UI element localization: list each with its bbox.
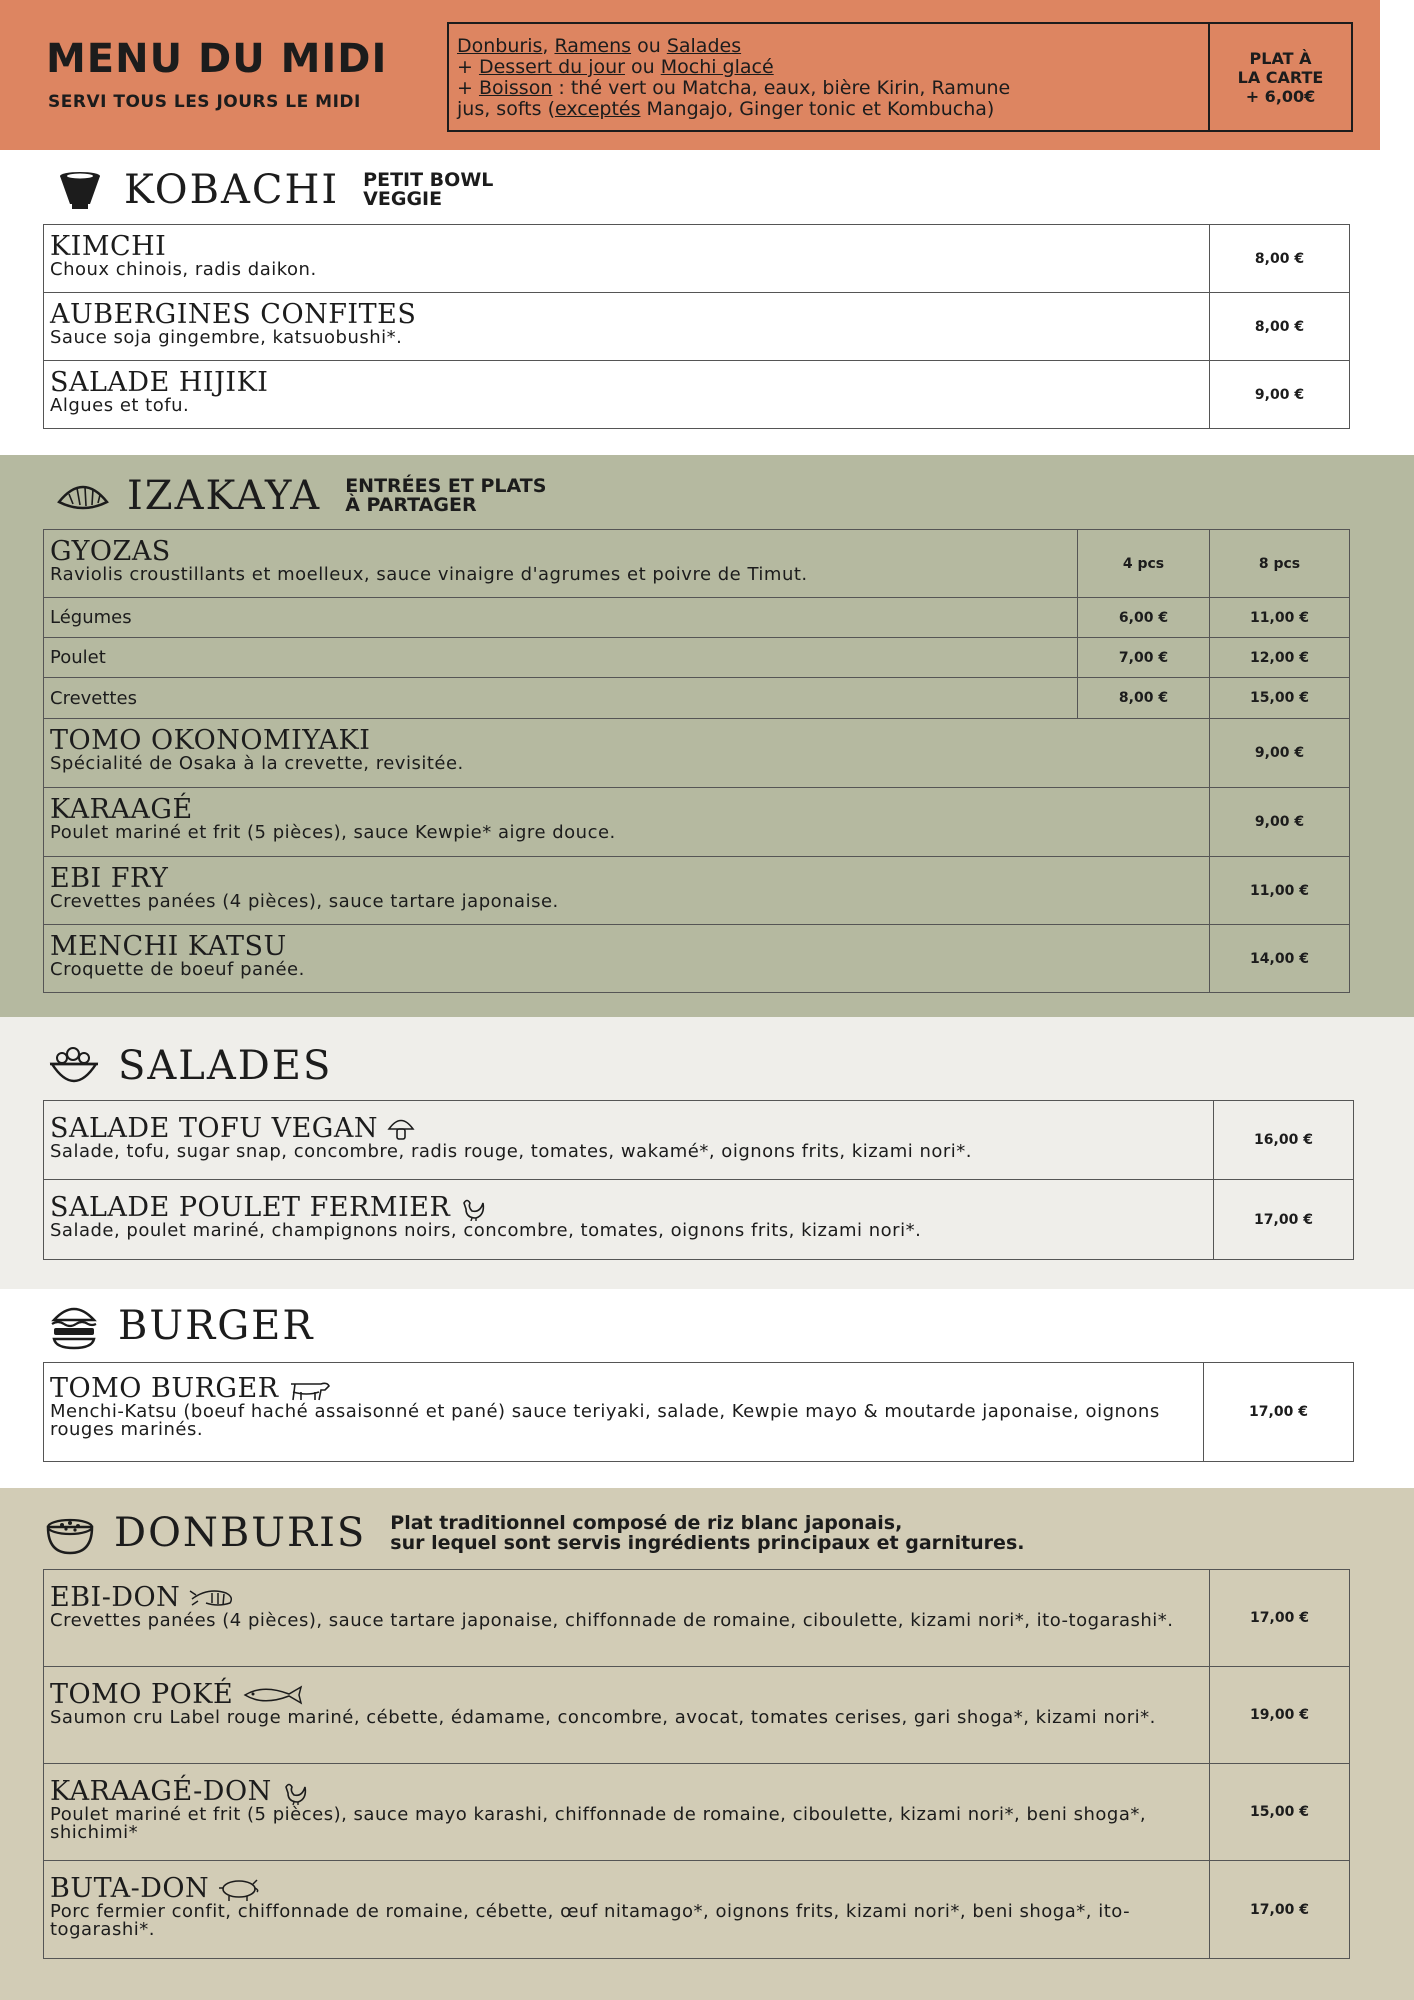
- donburis-table: [43, 1569, 1350, 1959]
- chicken-icon: [280, 1779, 310, 1805]
- gyoza-variant: Légumes: [50, 607, 132, 628]
- item-description: Choux chinois, radis daikon.: [50, 259, 317, 280]
- izakaya-subtitle: ENTRÉES ET PLATS À PARTAGER: [345, 475, 547, 516]
- chicken-icon: [458, 1195, 488, 1221]
- item-description: Raviolis croustillants et moelleux, sauce vinaigre d'agrumes et poivre de Timut.: [50, 564, 808, 585]
- item-price: 8,00 €: [1077, 678, 1209, 718]
- table-row: [44, 857, 1349, 925]
- item-name: TOMO BURGER: [50, 1373, 279, 1404]
- table-row: [44, 1101, 1353, 1180]
- header-banner: [0, 0, 1380, 150]
- item-price: 15,00 €: [1209, 678, 1349, 718]
- menu-subtitle: SERVI TOUS LES JOURS LE MIDI: [48, 92, 361, 112]
- table-row: [44, 1764, 1349, 1861]
- item-price: 16,00 €: [1213, 1101, 1353, 1179]
- item-name: TOMO OKONOMIYAKI: [50, 725, 371, 756]
- item-price: 14,00 €: [1209, 925, 1349, 992]
- item-price: 11,00 €: [1209, 598, 1349, 637]
- table-row: [44, 1363, 1353, 1461]
- salades-table: [43, 1100, 1354, 1260]
- item-description: Salade, poulet mariné, champignons noirs, concombre, tomates, oignons frits, kizami nori*.: [50, 1220, 922, 1241]
- item-price: 17,00 €: [1213, 1180, 1353, 1259]
- item-price: 12,00 €: [1209, 638, 1349, 677]
- shrimp-icon: [188, 1585, 238, 1611]
- item-description: Poulet mariné et frit (5 pièces), sauce mayo karashi, chiffonnade de romaine, ciboulette, kizami nori*, beni shoga*, shichimi*: [50, 1804, 1147, 1843]
- item-price: 8,00 €: [1209, 225, 1349, 292]
- item-name: SALADE POULET FERMIER: [50, 1192, 451, 1223]
- item-description: Porc fermier confit, chiffonnade de romaine, cébette, œuf nitamago*, oignons frits, kizami nori*, beni shoga*, ito-togarashi*.: [50, 1901, 1131, 1940]
- table-row: [44, 225, 1349, 293]
- item-price: 8,00 €: [1209, 293, 1349, 360]
- item-price: 9,00 €: [1209, 719, 1349, 787]
- item-price: 7,00 €: [1077, 638, 1209, 677]
- item-name: SALADE TOFU VEGAN: [50, 1113, 378, 1144]
- table-row: [44, 638, 1349, 678]
- item-name: EBI FRY: [50, 863, 169, 894]
- item-price: 9,00 €: [1209, 361, 1349, 428]
- item-description: Crevettes panées (4 pièces), sauce tartare japonaise.: [50, 891, 559, 912]
- item-name: TOMO POKÉ: [50, 1679, 234, 1710]
- formula-description: Donburis, Ramens ou Salades + Dessert du jour ou Mochi glacé + Boisson : thé vert ou Matcha, eaux, bière Kirin, Ramune jus, softs (exceptés Mangajo, Ginger tonic et Kombucha): [457, 35, 1011, 120]
- formula-extra-price: PLAT À LA CARTE + 6,00€: [1208, 24, 1351, 130]
- table-row: [44, 719, 1349, 788]
- salades-heading: [46, 1038, 332, 1094]
- table-row: [44, 1180, 1353, 1259]
- kobachi-title: KOBACHI: [124, 167, 340, 213]
- column-header-8pcs: 8 pcs: [1209, 530, 1349, 597]
- item-name: AUBERGINES CONFITES: [50, 299, 417, 330]
- item-description: Algues et tofu.: [50, 395, 190, 416]
- bowl-icon: [52, 162, 108, 218]
- table-row: [44, 293, 1349, 361]
- pig-icon: [217, 1876, 261, 1902]
- gyoza-variant: Crevettes: [50, 687, 137, 709]
- gyoza-variant: Poulet: [50, 647, 106, 668]
- table-row: [44, 1861, 1349, 1958]
- burger-heading: [46, 1298, 315, 1354]
- formula-box: [447, 22, 1353, 132]
- item-description: Croquette de boeuf panée.: [50, 959, 305, 980]
- kobachi-subtitle: PETIT BOWL VEGGIE: [363, 169, 494, 210]
- item-price: 6,00 €: [1077, 598, 1209, 637]
- gyoza-icon: [55, 468, 111, 524]
- table-row: [44, 788, 1349, 857]
- table-row: [44, 530, 1349, 598]
- donburis-heading: [42, 1505, 1024, 1561]
- burger-icon: [46, 1298, 102, 1354]
- item-name: KARAAGÉ: [50, 794, 193, 825]
- item-description: Menchi-Katsu (boeuf haché assaisonné et pané) sauce teriyaki, salade, Kewpie mayo & moutarde japonaise, oignons rouges marinés.: [50, 1401, 1160, 1440]
- table-row: [44, 1570, 1349, 1667]
- item-description: Salade, tofu, sugar snap, concombre, radis rouge, tomates, wakamé*, oignons frits, kizami nori*.: [50, 1141, 972, 1162]
- mushroom-icon: [386, 1116, 416, 1142]
- item-name: BUTA-DON: [50, 1873, 210, 1904]
- item-description: Sauce soja gingembre, katsuobushi*.: [50, 327, 403, 348]
- izakaya-title: IZAKAYA: [127, 473, 322, 519]
- item-price: 17,00 €: [1209, 1570, 1349, 1666]
- item-name: MENCHI KATSU: [50, 931, 287, 962]
- item-name: EBI-DON: [50, 1582, 181, 1613]
- menu-title: MENU DU MIDI: [46, 36, 388, 82]
- item-description: Crevettes panées (4 pièces), sauce tartare japonaise, chiffonnade de romaine, ciboulette, kizami nori*, ito-togarashi*.: [50, 1610, 1174, 1631]
- table-row: [44, 1667, 1349, 1764]
- item-name: SALADE HIJIKI: [50, 367, 269, 398]
- cow-icon: [287, 1376, 331, 1402]
- burger-title: BURGER: [118, 1303, 315, 1349]
- izakaya-heading: [55, 468, 546, 524]
- fish-icon: [241, 1682, 305, 1708]
- item-description: Spécialité de Osaka à la crevette, revisitée.: [50, 753, 464, 774]
- burger-table: [43, 1362, 1354, 1462]
- table-row: [44, 925, 1349, 992]
- donburis-title: DONBURIS: [114, 1510, 367, 1556]
- izakaya-table: [43, 529, 1350, 993]
- item-name: KARAAGÉ-DON: [50, 1776, 272, 1807]
- item-price: 19,00 €: [1209, 1667, 1349, 1763]
- item-description: Saumon cru Label rouge mariné, cébette, édamame, concombre, avocat, tomates cerises, gari shoga*, kizami nori*.: [50, 1707, 1156, 1728]
- item-name: KIMCHI: [50, 231, 167, 262]
- kobachi-heading: [52, 162, 493, 218]
- table-row: [44, 678, 1349, 719]
- table-row: [44, 598, 1349, 638]
- item-price: 11,00 €: [1209, 857, 1349, 924]
- salad-bowl-icon: [46, 1038, 102, 1094]
- item-price: 17,00 €: [1203, 1363, 1353, 1461]
- rice-bowl-icon: [42, 1505, 98, 1561]
- item-price: 9,00 €: [1209, 788, 1349, 856]
- column-header-4pcs: 4 pcs: [1077, 530, 1209, 597]
- item-description: Poulet mariné et frit (5 pièces), sauce Kewpie* aigre douce.: [50, 822, 616, 843]
- table-row: [44, 361, 1349, 428]
- kobachi-table: [43, 224, 1350, 429]
- item-price: 15,00 €: [1209, 1764, 1349, 1860]
- item-name: GYOZAS: [50, 536, 171, 567]
- donburis-subtitle: Plat traditionnel composé de riz blanc japonais, sur lequel sont servis ingrédients principaux et garnitures.: [390, 1512, 1025, 1554]
- item-price: 17,00 €: [1209, 1861, 1349, 1958]
- salades-title: SALADES: [118, 1043, 333, 1089]
